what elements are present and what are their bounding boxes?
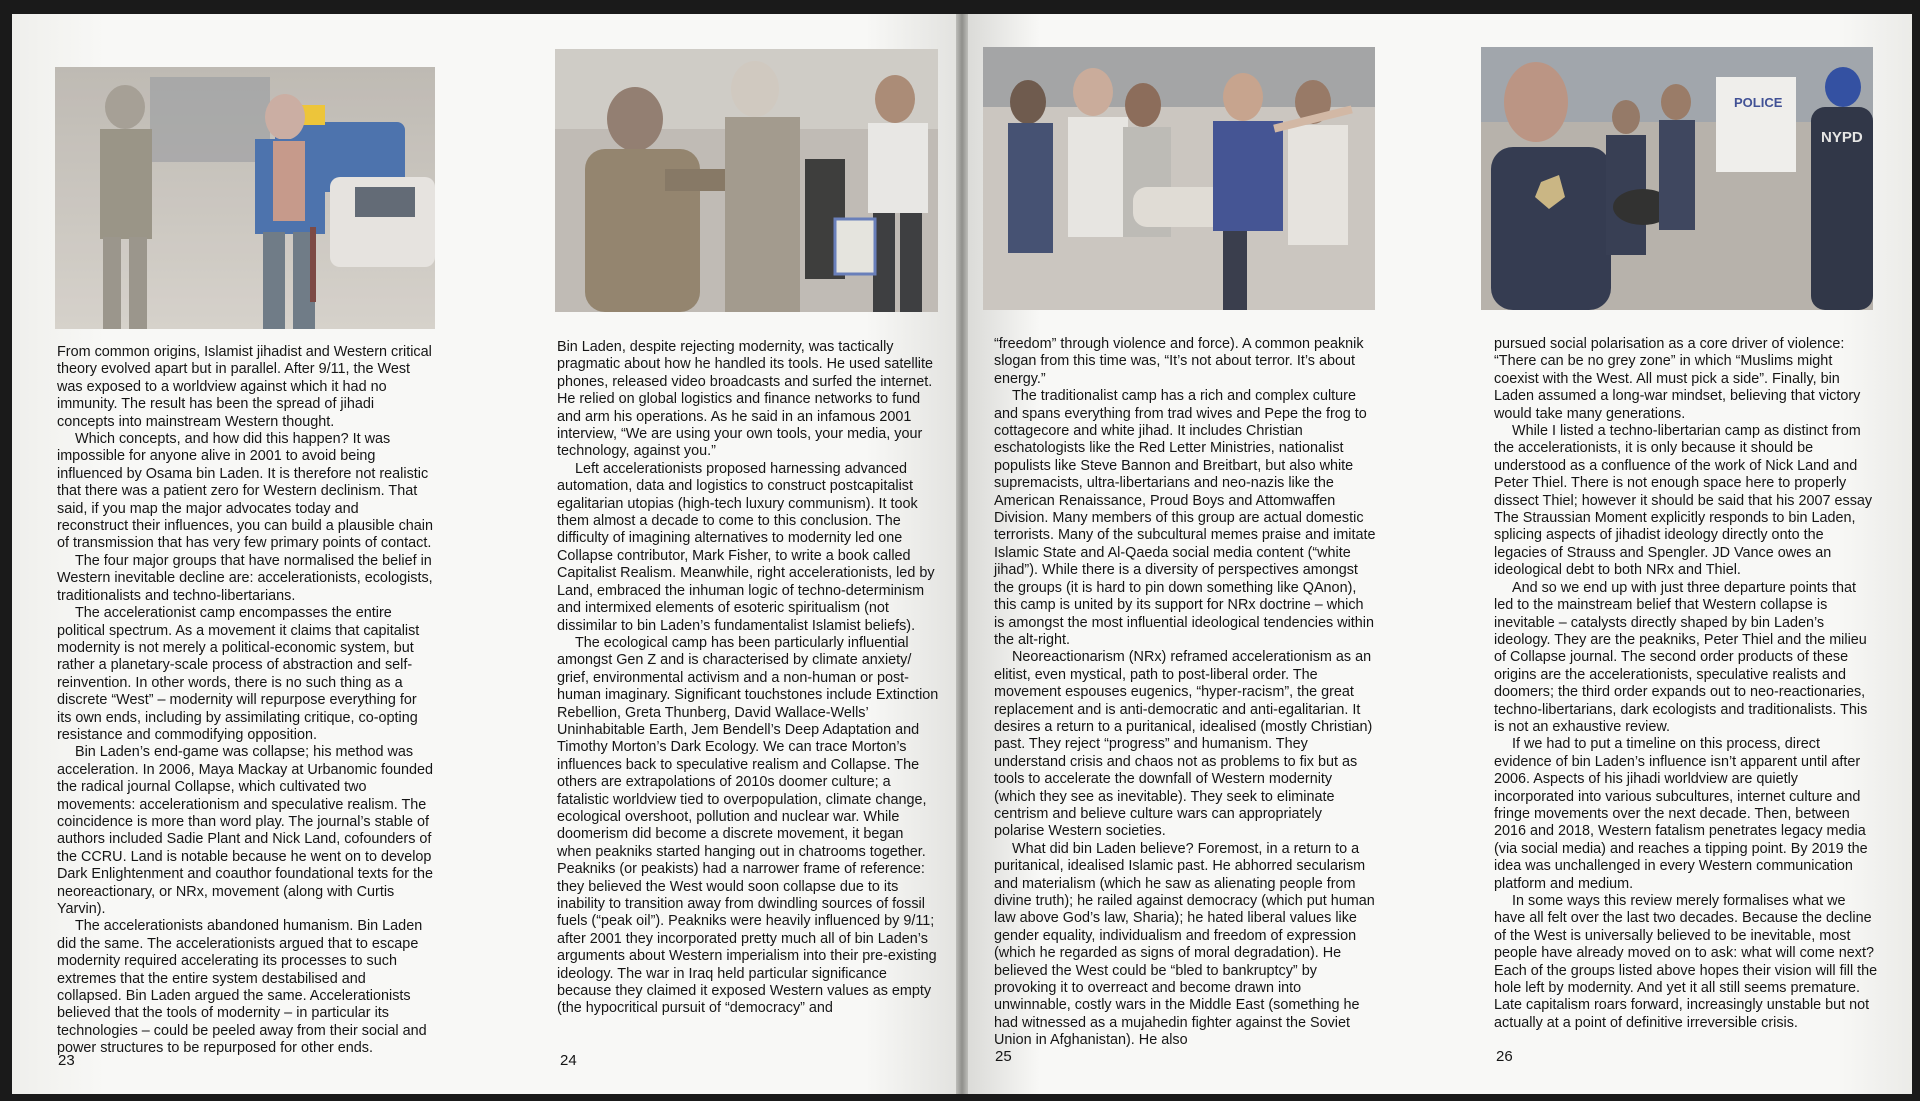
paragraph: Bin Laden, despite rejecting modernity, was tactically pragmatic about how he handled its tools. He used satellite phones, released video broadcasts and surfed the internet. He relied on global logistics and finance networks to fund and arm his operations. As he said in an infamous 2001 interview, “We are using your own tools, your media, your technology, against you.” — [557, 339, 933, 460]
page-number: 25 — [995, 1048, 1012, 1065]
paragraph: The traditionalist camp has a rich and complex culture and spans everything from trad wives and Pepe the frog to cottagecore and white jihad. It includes Christian eschatologists like the Red Letter Ministries, nationalist populists like Steve Bannon and Breitbart, but also white supremacists, ultra-libertarians and neo-nazis like the American Renaissance, Proud Boys and Attomwaffen Division. Many members of this group are actual domestic terrorists. Many of the subcultural memes praise and imitate Islamic State and Al-Qaeda social media content (“white jihad”). While there is a diversity of perspectives amongst the groups (it is hard to pin down something like QAnon), this camp is united by its support for NRx doctrine – which is amongst the most influential ideological tendencies within the alt-right. — [994, 388, 1376, 648]
spine-gutter — [956, 14, 968, 1094]
page-number: 26 — [1496, 1048, 1513, 1065]
photo-carrying-injured-person — [983, 47, 1375, 310]
paragraph: In some ways this review merely formalises what we have all felt over the last two decades. Because the decline of the West is universally believed to be inevitable, most people have already moved on to ask: what will come next? Each of the groups listed above hopes their vision will fill the hole left by modernity. And yet it all still seems premature. Late capitalism roars forward, increasingly unstable but not actually at a point of definitive irreversible crisis. — [1494, 893, 1878, 1031]
paragraph: And so we end up with just three departure points that led to the mainstream belief that Western collapse is inevitable – catalysts directly shaped by bin Laden’s ideology. They are the peakniks, Peter Thiel and the milieu of Collapse journal. The second order products of these origins are the accelerationists, speculative realists and doomers; the third order expands out to neo-reactionaries, techno-libertarians, dark ecologists and traditionalists. This is not an exhaustive review. — [1494, 579, 1868, 735]
page-23-text — [57, 344, 433, 1058]
paragraph: “freedom” through violence and force). A common peaknik slogan from this time was, “It’s not about terror. It’s about energy.” — [994, 336, 1364, 387]
page-24-text — [557, 339, 941, 1018]
paragraph: Neoreactionarism (NRx) reframed accelerationism as an elitist, even mystical, path to post-liberal order. The movement espouses eugenics, “hyper-racism”, the great replacement and is anti-democratic and anti-egalitarian. It desires a return to a puritanical, idealised (mostly Christian) past. They reject “progress” and humanism. They understand crisis and chaos not as problems to fix but as tools to accelerate the downfall of Western modernity (which they see as inevitable). They seek to eliminate centrism and believe culture wars can appropriately polarise Western societies. — [994, 649, 1373, 840]
paragraph: Left accelerationists proposed harnessing advanced automation, data and logistics to construct postcapitalist egalitarian utopias (high-tech luxury communism). It took them almost a decade to come to this conclusion. The difficulty of imagining alternatives to modernity led one Collapse contributor, Mark Fisher, to write a book called Capitalist Realism. Meanwhile, right accelerationists, led by Land, embraced the inhuman logic of techno-determinism and intermixed elements of esoteric spiritualism (not dissimilar to bin Laden’s fundamentalist Islamist beliefs). — [557, 460, 935, 634]
police-car-sign: POLICE — [1734, 95, 1783, 110]
nypd-vest-text: NYPD — [1821, 129, 1863, 146]
paragraph: pursued social polarisation as a core driver of violence: “There can be no grey zone” in which “Muslims might coexist with the West. All must pick a side”. Finally, bin Laden assumed a long-war mindset, believing that victory would take many generations. — [1494, 336, 1861, 422]
page-number: 23 — [58, 1052, 75, 1069]
page-26-text — [1494, 336, 1878, 1032]
page-25-text — [994, 336, 1376, 1050]
paragraph: While I listed a techno-libertarian camp as distinct from the accelerationists, it is only because it should be understood as a confluence of the work of Nick Land and Peter Thiel. There is not enough space here to properly dissect Thiel; however it should be said that his 2007 essay The Straussian Moment explicitly responds to bin Laden, splicing aspects of jihadist ideology directly onto the legacies of Strauss and Spengler. JD Vance owes an ideological debt to both NRx and Thiel. — [1494, 423, 1873, 579]
magazine-spread — [12, 14, 1912, 1094]
photo-nypd-officers — [1481, 47, 1873, 310]
paragraph: Bin Laden’s end-game was collapse; his method was acceleration. In 2006, Maya Mackay at Urbanomic founded the radical journal Collapse, which cultivated two movements: accelerationism and speculative realism. The coincidence is more than word play. The journal’s stable of authors included Sadie Plant and Nick Land, cofounders of the CCRU. Land is notable because he went on to develop Dark Enlightenment and coauthor foundational texts for the neoreactionary, or NRx, movement (along with Curtis Yarvin). — [57, 744, 433, 917]
paragraph: From common origins, Islamist jihadist and Western critical theory evolved apart but in parallel. After 9/11, the West was exposed to a worldview against which it had no immunity. The result has been the spread of jihadi concepts into mainstream Western thought. — [57, 344, 432, 430]
page-number: 24 — [560, 1052, 577, 1069]
paragraph: The accelerationists abandoned humanism. Bin Laden did the same. The accelerationists argued that to escape modernity required accelerating its processes to such extremes that the entire system destabilised and collapsed. Bin Laden argued the same. Accelerationists believed that the tools of modernity – in particular its technologies – could be peeled away from their social and power structures to be repurposed for other ends. — [57, 918, 427, 1057]
paragraph: What did bin Laden believe? Foremost, in a return to a puritanical, idealised Islamic past. He abhorred secularism and materialism (which he saw as alienating people from divine truth); he railed against democracy (which put human law above God’s law, Sharia); he hated liberal values like gender equality, individualism and freedom of expression (which he regarded as signs of moral degradation). He believed the West could be “bled to bankruptcy” by provoking it to overreact and become drawn into unwinnable, costly wars in the Middle East (something he had witnessed as a mujahedin fighter against the Soviet Union in Afghanistan). He also — [994, 840, 1375, 1049]
paragraph: The accelerationist camp encompasses the entire political spectrum. As a movement it claims that capitalist modernity is not merely a political-economic system, but rather a planetary-scale process of abstraction and self-reinvention. In other words, there is no such thing as a discrete “West” – modernity will repurpose everything for its own ends, including by assimilating critique, co-opting resistance and commodifying opposition. — [57, 605, 420, 743]
photo-dust-covered-men-walking — [555, 49, 938, 312]
paragraph: The ecological camp has been particularly influential amongst Gen Z and is characterised by climate anxiety/ grief, environmental activism and a non-human or post-human imaginary. Significant touchstones include Extinction Rebellion, Greta Thunberg, David Wallace-Wells’ Uninhabitable Earth, Jem Bendell’s Deep Adaptation and Timothy Morton’s Dark Ecology. We can trace Morton’s influences back to speculative realism and Collapse. The others are extrapolations of 2010s doomer culture; a fatalistic worldview tied to overpopulation, climate change, ecological overshoot, pollution and nuclear war. While doomerism did become a discrete movement, it began when peakniks started hanging out in chatrooms together. Peakniks (or peakists) had a narrower frame of reference: they believed the West would soon collapse due to its inability to transition away from dwindling sources of fossil fuels (“peak oil”). Peakniks were heavily influenced by 9/11; after 2001 they incorporated pretty much all of bin Laden’s arguments about Western imperialism into their pre-existing ideology. The war in Iraq held particular significance because they claimed it exposed Western values as empty (the hypocritical pursuit of “democracy” and — [557, 634, 939, 1017]
photo-dust-covered-survivors — [55, 67, 435, 329]
paragraph: The four major groups that have normalised the belief in Western inevitable decline are: accelerationists, ecologists, traditionalists and techno-libertarians. — [57, 552, 433, 604]
paragraph: If we had to put a timeline on this process, direct evidence of bin Laden’s influence isn’t apparent until after 2006. Aspects of his jihadi worldview are quietly incorporated into various subcultures, internet culture and fringe movements over the next decade. Then, between 2016 and 2018, Western fatalism penetrates legacy media (via social media) and reaches a tipping point. By 2019 the idea was unchallenged in every Western communication platform and medium. — [1494, 736, 1868, 892]
paragraph: Which concepts, and how did this happen? It was impossible for anyone alive in 2001 to avoid being influenced by Osama bin Laden. It is therefore not realistic that there was a patient zero for Western declinism. That said, if you map the major advocates today and reconstruct their influences, you can build a plausible chain of transmission that has very few primary points of contact. — [57, 431, 433, 552]
